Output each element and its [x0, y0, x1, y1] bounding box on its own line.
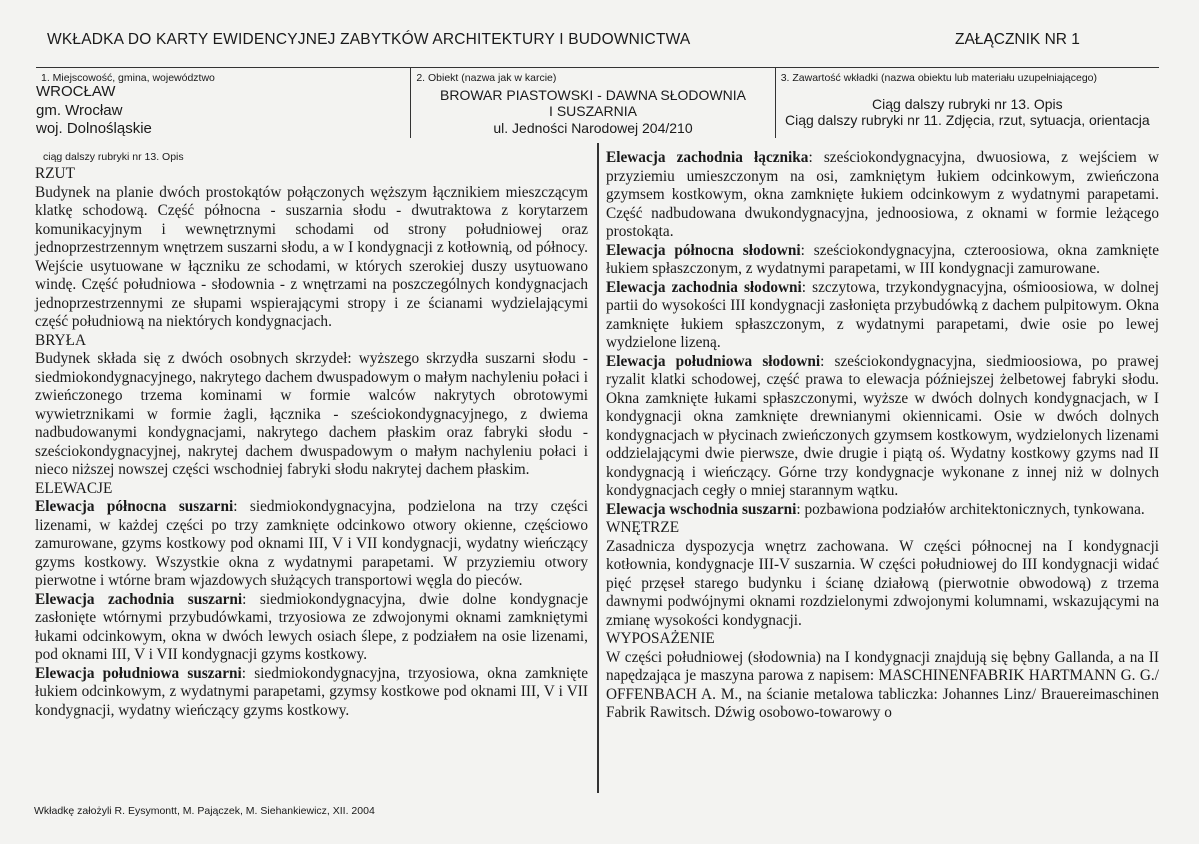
contents-line2: Ciąg dalszy rubryki nr 11. Zdjęcia, rzut, sytuacja, orientacja [785, 112, 1150, 128]
elevation-text: : siedmiokondygnacyjna, podzielona na trzy części lizenami, w każdej części po trzy zamknięte odcinkowo otwory okienne, częściowo zamurowane, gzyms kostkowy pod oknami III, V i VII kondygnacji, wydatny wieńczący gzyms kostkowy. Wszystkie okna z wydatnymi parapetami. W przyziemiu otwory pierwotne i wtórne bram wjazdowych służących transportowi węgla do pieców. [35, 498, 589, 589]
location-commune: gm. Wrocław [36, 102, 123, 119]
elevation-text: : siedmiokondygnacyjna, trzyosiowa, okna zamknięte łukiem odcinkowym, z wydatnymi parapetami, gzymsy kostkowe pod oknami III, V i VII kondygnacji, wydatny wieńczący gzyms kostkowy. [35, 664, 588, 719]
authors-footer: Wkładkę założyli R. Eysymontt, M. Pajączek, M. Siehankiewicz, XII. 2004 [34, 805, 375, 817]
continuation-note: ciąg dalszy rubryki nr 13. Opis [43, 151, 184, 163]
elevation-text: : sześciokondygnacyjna, siedmioosiowa, po prawej ryzalit klatki schodowej, część prawa to elewacja późniejszej żelbetowej fabryki słodu. Okna zamknięte łukami spłaszczonymi, wyższe w dwóch dolnych kondygnacjach, w I kondygnacji okna zamknięte drewnianymi okiennicami. Osie w dwóch dolnych kondygnacjach w płycinach zwieńczonych gzymsem kostkowym, wydzielonych lizenami oddzielającymi dwie pierwsze, dwie drugie i piątą oś. Wydatny kostkowy gzyms nad II kondygnacją i wieńczący. Górne trzy kondygnacje wykonane z innej niż w dolnych kondygnacjach cegły o mniej starannym wątku. [606, 352, 1160, 499]
section-heading-wnetrze: WNĘTRZE [606, 519, 680, 536]
elevation-title: Elewacja zachodnia suszarni [35, 590, 243, 608]
paragraph-elevation-west-malthouse [606, 279, 1159, 353]
paragraph-elevation-east-dryer [606, 501, 1159, 520]
column-divider [597, 143, 599, 793]
object-name-line2: I SUSZARNIA [549, 103, 637, 119]
section-heading-bryla: BRYŁA [35, 331, 86, 349]
contents-label: 3. Zawartość wkładki (nazwa obiektu lub materiału uzupełniającego) [780, 72, 1098, 84]
elevation-title: Elewacja północna słodowni [606, 241, 801, 259]
elevation-title: Elewacja południowa suszarni [35, 664, 242, 682]
location-voivodeship: woj. Dolnośląskie [36, 120, 152, 137]
section-heading-wyposazenie: WYPOSAŻENIE [606, 630, 715, 647]
card-title: WKŁADKA DO KARTY EWIDENCYJNEJ ZABYTKÓW ARCHITEKTURY I BUDOWNICTWA [47, 31, 691, 48]
paragraph-wyposazenie: W części południowej (słodownia) na I kondygnacji znajdują się bębny Gallanda, a na II napędzająca je maszyna parowa z napisem: MASCHINENFABRIK HARTMANN G. G./ OFFENBACH A. M., na ścianie metalowa tabliczka: Johannes Linz/ Brauereimaschinen Fabrik Rawitsch. Dźwig osobowo-towarowy o [606, 648, 1159, 721]
paragraph-elevation-west-dryer [35, 591, 588, 665]
elevation-text: : sześciokondygnacyjna, czteroosiowa, okna zamknięte łukiem spłaszczonym, z wydatnymi parapetami, w III kondygnacji zamurowane. [606, 241, 1160, 277]
description-left-column [35, 150, 588, 720]
object-address: ul. Jedności Narodowej 204/210 [493, 120, 693, 136]
paragraph-elevation-south-dryer [35, 665, 588, 721]
paragraph-elevation-south-malthouse [606, 353, 1159, 501]
location-label: 1. Miejscowość, gmina, województwo [41, 72, 215, 84]
paragraph-rzut: Budynek na planie dwóch prostokątów połączonych węższym łącznikiem mieszczącym klatkę schodową. Część północna - suszarnia słodu - dwutraktowa z korytarzem komunikacyjnym i wewnętrznymi schodami od strony południowej oraz jednoprzestrzennym wnętrzem suszarni słodu, a w I kondygnacji z kotłownią, od północy. Wejście usytuowane w łączniku ze schodami, w których szerokiej duszy usytuowano windę. Część południowa - słodownia - z wnętrzami na poszczególnych kondygnacjach jednoprzestrzennymi ze słupami wspierającymi stropy i ze ścianami wydzielającymi część południową na niektórych kondygnacjach. [35, 183, 588, 330]
object-name-line1: BROWAR PIASTOWSKI - DAWNA SŁODOWNIA [440, 87, 746, 103]
elevation-title: Elewacja północna suszarni [35, 498, 234, 515]
elevation-text: : sześciokondygnacyjna, dwuosiowa, z wejściem w przyziemiu umieszczonym na osi, zamkniętym łukiem odcinkowym, zwieńczona gzymsem kostkowym, okna zamknięte łukiem odcinkowym z wydatnymi parapetami. Część nadbudowana dwukondygnacyjna, jednoosiowa, z oknami w formie leżącego prostokąta. [606, 149, 1159, 240]
paragraph-elevation-north-dryer [35, 498, 588, 591]
elevation-title: Elewacja zachodnia słodowni [606, 278, 802, 296]
object-label: 2. Obiekt (nazwa jak w karcie) [416, 72, 557, 84]
annex-number: ZAŁĄCZNIK NR 1 [955, 31, 1080, 48]
elevation-text: : siedmiokondygnacyjna, dwie dolne kondygnacje zasłonięte wtórnymi przybudówkami, trzyosiowa ze zdwojonymi oknami zamkniętymi łukami odcinkowym, okna w dwóch lewych osiach ślepe, z podziałem na osie lizenami, pod oknami III, V i VII kondygnacji gzyms kostkowy. [35, 590, 588, 663]
location-field [36, 68, 411, 138]
section-heading-rzut: RZUT [35, 165, 75, 182]
elevation-text: : szczytowa, trzykondygnacyjna, ośmioosiowa, w dolnej partii do wysokości III kondygnacji zasłonięta przybudówką z dachem pulpitowym. Okna zamknięte łukiem spłaszczonym, z wydatnymi parapetami, dwie osie po lewej wydzielone lizeną. [606, 278, 1159, 351]
elevation-text: : pozbawiona podziałów architektonicznych, tynkowana. [796, 500, 1145, 518]
paragraph-wnetrze: Zasadnicza dyspozycja wnętrz zachowana. W części północnej na I kondygnacji kotłownia, kondygnacje III-V suszarnia. W części południowej do III kondygnacji widać pięć przęseł starego budynku i ścianę działową (pierwotnie obwodową) z trzema dawnymi podwójnymi oknami rozdzielonymi zdwojonymi kolumnami, wskazującymi na zmianę wysokości kondygnacji. [606, 537, 1159, 629]
section-heading-elewacje: ELEWACJE [35, 479, 113, 497]
object-field [411, 68, 775, 138]
elevation-title: Elewacja zachodnia łącznika [606, 149, 809, 166]
header-fields-table [36, 67, 1159, 138]
elevation-title: Elewacja południowa słodowni [606, 352, 821, 370]
contents-field [776, 68, 1159, 138]
elevation-title: Elewacja wschodnia suszarni [606, 500, 797, 518]
location-city: WROCŁAW [36, 83, 116, 100]
paragraph-bryla: Budynek składa się z dwóch osobnych skrzydeł: wyższego skrzydła suszarni słodu - siedmiokondygnacyjnego, nakrytego dachem dwuspadowym o małym nachyleniu połaci i zwieńczonego trzema kominami w formie walców nakrytych obrotowymi wywietrznikami w formie żagli, łącznika - sześciokondygnacyjnego, z dwiema nadbudowanymi kondygnacjami, nakrytego dachem płaskim oraz fabryki słodu - sześciokondygnacyjnej, nakrytej dachem dwuspadowym o małym nachyleniu połaci i nieco niższej nowszej części wschodniej fabryki słodu nakrytej dachem płaskim. [35, 350, 588, 478]
contents-line1: Ciąg dalszy rubryki nr 13. Opis [872, 96, 1063, 112]
description-right-column [606, 149, 1159, 723]
paragraph-elevation-north-malthouse [606, 242, 1159, 279]
paragraph-elevation-west-connector [606, 149, 1159, 242]
